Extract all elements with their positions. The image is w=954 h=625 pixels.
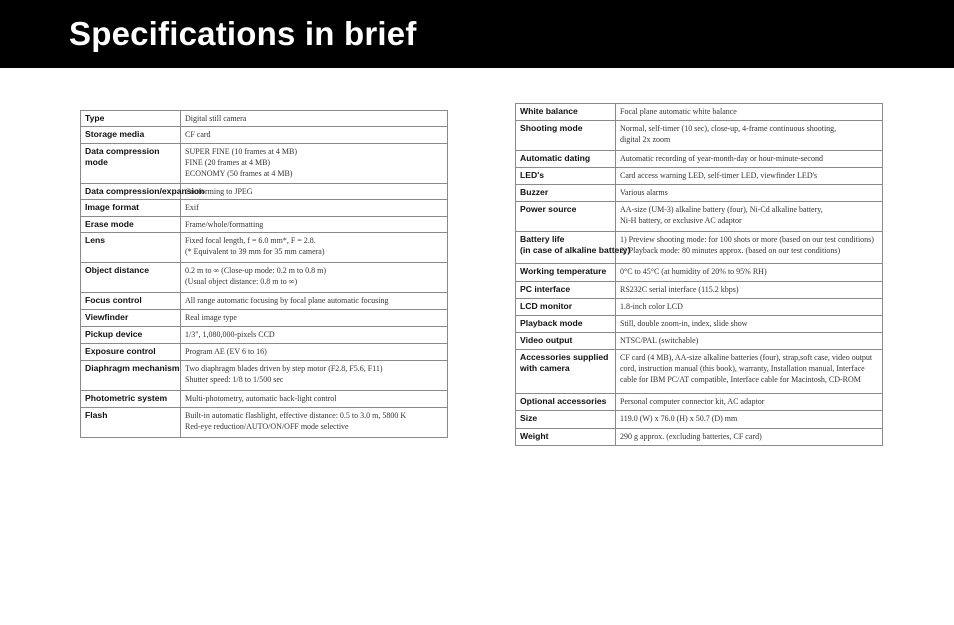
- spec-label-line: with camera: [520, 363, 570, 373]
- spec-value: [616, 202, 883, 232]
- spec-table-left-body: [81, 111, 448, 438]
- spec-label: [516, 316, 616, 333]
- spec-row: [81, 144, 448, 184]
- spec-value: [616, 232, 883, 264]
- spec-value-line: cord, instruction manual (this book), warranty, Installation manual, Interface: [620, 364, 865, 373]
- spec-value-line: SUPER FINE (10 frames at 4 MB): [185, 147, 297, 156]
- spec-label-line: Size: [520, 413, 538, 423]
- spec-label: [81, 233, 181, 263]
- spec-value-line: RS232C serial interface (115.2 kbps): [620, 285, 739, 294]
- spec-label-line: Storage media: [85, 129, 145, 139]
- spec-label: [516, 350, 616, 394]
- spec-row: [516, 411, 883, 429]
- spec-row: [516, 202, 883, 232]
- spec-value-line: Multi-photometry, automatic back-light control: [185, 394, 337, 403]
- spec-label-line: White balance: [520, 106, 578, 116]
- spec-value-line: Automatic recording of year-month-day or hour-minute-second: [620, 154, 823, 163]
- spec-row: [81, 263, 448, 293]
- spec-value: [616, 411, 883, 429]
- spec-value-line: Two diaphragm blades driven by step motor (F2.8, F5.6, F11): [185, 364, 383, 373]
- spec-value: [616, 429, 883, 446]
- spec-value: [616, 264, 883, 282]
- spec-label-line: Shooting mode: [520, 123, 583, 133]
- spec-label-line: Erase mode: [85, 219, 134, 229]
- spec-value: [181, 111, 448, 127]
- spec-row: [516, 168, 883, 185]
- spec-label-line: Playback mode: [520, 318, 583, 328]
- spec-value-line: Conforming to JPEG: [185, 187, 253, 196]
- spec-label-line: Data compression/expansion: [85, 186, 205, 196]
- spec-value-line: Various alarms: [620, 188, 668, 197]
- spec-value: [181, 344, 448, 361]
- spec-label: [81, 144, 181, 184]
- spec-value-line: (* Equivalent to 39 mm for 35 mm camera): [185, 247, 325, 256]
- spec-label: [516, 151, 616, 168]
- spec-label-line: LCD monitor: [520, 301, 573, 311]
- title-banner: [0, 0, 954, 68]
- spec-value-line: 1/3", 1,080,000-pixels CCD: [185, 330, 275, 339]
- spec-label-line: Lens: [85, 235, 106, 245]
- spec-row: [516, 333, 883, 350]
- spec-row: [516, 151, 883, 168]
- spec-value: [181, 233, 448, 263]
- spec-value-line: Exif: [185, 203, 199, 212]
- spec-label: [81, 200, 181, 217]
- spec-row: [516, 264, 883, 282]
- spec-label: [81, 111, 181, 127]
- spec-row: [81, 361, 448, 391]
- spec-table-left: [80, 110, 448, 438]
- spec-row: [516, 232, 883, 264]
- spec-row: [81, 293, 448, 310]
- spec-value: [616, 282, 883, 299]
- spec-label: [516, 394, 616, 411]
- spec-value-line: 119.0 (W) x 76.0 (H) x 50.7 (D) mm: [620, 414, 738, 423]
- spec-value: [181, 391, 448, 408]
- spec-label-line: mode: [85, 157, 108, 167]
- spec-value-line: Focal plane automatic white balance: [620, 107, 737, 116]
- spec-label-line: Video output: [520, 335, 573, 345]
- spec-value-line: All range automatic focusing by focal plane automatic focusing: [185, 296, 389, 305]
- spec-label-line: Accessories supplied: [520, 352, 609, 362]
- spec-value: [181, 144, 448, 184]
- spec-label-line: Battery life: [520, 234, 565, 244]
- spec-value: [616, 299, 883, 316]
- spec-value: [616, 350, 883, 394]
- spec-label: [81, 344, 181, 361]
- spec-label: [516, 264, 616, 282]
- spec-label: [81, 408, 181, 438]
- spec-value: [616, 316, 883, 333]
- spec-label-line: Flash: [85, 410, 108, 420]
- spec-row: [516, 299, 883, 316]
- spec-label-line: (in case of alkaline battery): [520, 245, 631, 255]
- spec-row: [516, 316, 883, 333]
- spec-value-line: Frame/whole/formatting: [185, 220, 264, 229]
- spec-label-line: Diaphragm mechanism: [85, 363, 180, 373]
- spec-value: [616, 333, 883, 350]
- spec-row: [516, 282, 883, 299]
- spec-value: [181, 127, 448, 144]
- spec-value-line: Card access warning LED, self-timer LED, viewfinder LED's: [620, 171, 818, 180]
- spec-value-line: 1.8-inch color LCD: [620, 302, 683, 311]
- spec-value-line: AA-size (UM-3) alkaline battery (four), Ni-Cd alkaline battery,: [620, 205, 823, 214]
- spec-label: [516, 121, 616, 151]
- spec-label-line: Data compression: [85, 146, 160, 156]
- spec-value: [181, 361, 448, 391]
- spec-label: [81, 327, 181, 344]
- spec-row: [81, 310, 448, 327]
- spec-label: [516, 299, 616, 316]
- spec-row: [81, 217, 448, 233]
- spec-row: [81, 184, 448, 200]
- spec-value-line: 2) Playback mode: 80 minutes approx. (based on our test conditions): [620, 246, 841, 255]
- spec-value-line: 0°C to 45°C (at humidity of 20% to 95% RH): [620, 267, 767, 276]
- spec-label: [516, 202, 616, 232]
- spec-label-line: Object distance: [85, 265, 149, 275]
- spec-value-line: Personal computer connector kit, AC adaptor: [620, 397, 765, 406]
- spec-label-line: PC interface: [520, 284, 571, 294]
- spec-label: [516, 411, 616, 429]
- spec-value: [181, 310, 448, 327]
- spec-label: [516, 168, 616, 185]
- spec-row: [81, 344, 448, 361]
- spec-label-line: Pickup device: [85, 329, 143, 339]
- spec-value-line: Built-in automatic flashlight, effective distance: 0.5 to 3.0 m, 5800 K: [185, 411, 407, 420]
- spec-label-line: Weight: [520, 431, 549, 441]
- spec-value-line: Real image type: [185, 313, 237, 322]
- spec-label: [81, 310, 181, 327]
- spec-label: [81, 217, 181, 233]
- spec-value: [181, 184, 448, 200]
- spec-label: [81, 184, 205, 200]
- spec-row: [81, 391, 448, 408]
- spec-value-line: Program AE (EV 6 to 16): [185, 347, 267, 356]
- spec-row: [81, 233, 448, 263]
- spec-label: [516, 185, 616, 202]
- spec-value-line: Fixed focal length, f = 6.0 mm*, F = 2.8.: [185, 236, 316, 245]
- spec-label-line: Buzzer: [520, 187, 549, 197]
- spec-value: [181, 408, 448, 438]
- spec-row: [516, 185, 883, 202]
- spec-value-line: (Usual object distance: 0.8 m to ∞): [185, 277, 298, 286]
- spec-label-line: Viewfinder: [85, 312, 129, 322]
- spec-label-line: Optional accessories: [520, 396, 607, 406]
- spec-label: [516, 232, 631, 264]
- spec-value-line: CF card: [185, 130, 211, 139]
- spec-table-right-body: [516, 104, 883, 446]
- spec-value: [181, 217, 448, 233]
- spec-value-line: 0.2 m to ∞ (Close-up mode: 0.2 m to 0.8 m): [185, 266, 327, 275]
- spec-value-line: Shutter speed: 1/8 to 1/500 sec: [185, 375, 284, 384]
- spec-value: [181, 293, 448, 310]
- spec-label-line: Working temperature: [520, 266, 607, 276]
- spec-row: [516, 121, 883, 151]
- spec-row: [81, 408, 448, 438]
- spec-label-line: Power source: [520, 204, 577, 214]
- spec-label-line: Image format: [85, 202, 139, 212]
- spec-label: [516, 333, 616, 350]
- spec-value-line: Red-eye reduction/AUTO/ON/OFF mode selective: [185, 422, 349, 431]
- spec-value-line: 1) Preview shooting mode: for 100 shots or more (based on our test conditions): [620, 235, 874, 244]
- spec-label-line: Focus control: [85, 295, 142, 305]
- spec-value: [616, 185, 883, 202]
- spec-row: [516, 350, 883, 394]
- spec-value-line: FINE (20 frames at 4 MB): [185, 158, 271, 167]
- spec-value: [616, 104, 883, 121]
- spec-value-line: NTSC/PAL (switchable): [620, 336, 699, 345]
- spec-label-line: Exposure control: [85, 346, 156, 356]
- spec-label: [516, 429, 616, 446]
- spec-label: [81, 293, 181, 310]
- spec-value: [616, 121, 883, 151]
- spec-value: [181, 327, 448, 344]
- spec-label-line: Type: [85, 113, 105, 123]
- spec-label-line: Automatic dating: [520, 153, 591, 163]
- spec-row: [81, 127, 448, 144]
- spec-value-line: ECONOMY (50 frames at 4 MB): [185, 169, 293, 178]
- spec-row: [516, 104, 883, 121]
- spec-label: [81, 263, 181, 293]
- spec-value: [616, 151, 883, 168]
- spec-label: [516, 104, 616, 121]
- spec-value-line: Normal, self-timer (10 sec), close-up, 4-frame continuous shooting,: [620, 124, 837, 133]
- spec-value-line: 290 g approx. (excluding batteries, CF card): [620, 432, 762, 441]
- spec-table-right: [515, 103, 883, 446]
- spec-label-line: Photometric system: [85, 393, 168, 403]
- spec-row: [81, 111, 448, 127]
- page-title: Specifications in brief: [69, 15, 417, 52]
- spec-value: [181, 263, 448, 293]
- spec-label: [81, 127, 181, 144]
- spec-value-line: Ni-H battery, or exclusive AC adaptor: [620, 216, 742, 225]
- spec-value: [616, 394, 883, 411]
- spec-label: [516, 282, 616, 299]
- spec-value-line: CF card (4 MB), AA-size alkaline batteries (four), strap,soft case, video output: [620, 353, 873, 362]
- spec-value-line: Digital still camera: [185, 114, 247, 123]
- spec-value: [616, 168, 883, 185]
- spec-row: [81, 200, 448, 217]
- spec-row: [516, 394, 883, 411]
- spec-row: [516, 429, 883, 446]
- spec-value: [181, 200, 448, 217]
- spec-label: [81, 391, 181, 408]
- spec-value-line: Still, double zoom-in, index, slide show: [620, 319, 748, 328]
- spec-value-line: digital 2x zoom: [620, 135, 671, 144]
- spec-value-line: cable for IBM PC/AT compatible, Interface cable for Macintosh, CD-ROM: [620, 375, 861, 384]
- spec-label-line: LED's: [520, 170, 545, 180]
- spec-row: [81, 327, 448, 344]
- spec-label: [81, 361, 181, 391]
